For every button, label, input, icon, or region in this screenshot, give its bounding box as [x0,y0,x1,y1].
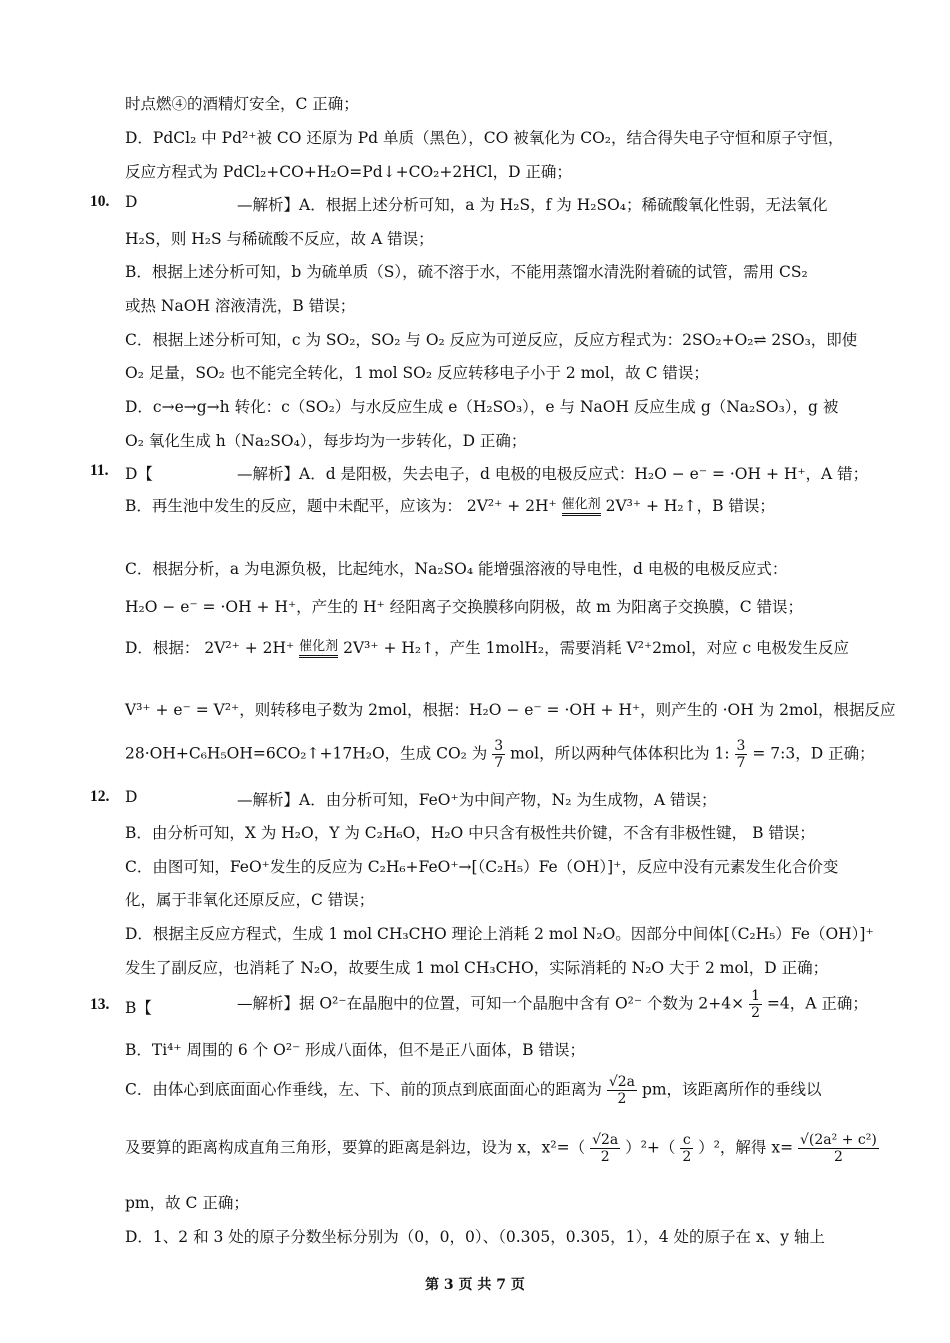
line: H₂O − e⁻ = ·OH + H⁺，产生的 H⁺ 经阳离子交换膜移向阴极，故 m 为阳离子交换膜，C 错误； [125,598,804,616]
line: 反应方程式为 PdCl₂+CO+H₂O=Pd↓+CO₂+2HCl，D 正确； [125,163,572,181]
line: 或热 NaOH 溶液清洗，B 错误； [125,297,356,315]
line: —解析】A．由分析可知，FeO⁺为中间产物，N₂ 为生成物，A 错误； [237,791,717,809]
text: = 7:3，D 正确； [752,744,875,763]
answer-letter: B【 [125,999,152,1017]
text: 及要算的距离构成直角三角形，要算的距离是斜边，设为 x，x²=（ [125,1138,586,1157]
answer-letter: D【 [125,465,153,483]
question-number: 11. [90,462,109,479]
equation-rhs: 2V³⁺ + H₂↑ [343,639,435,657]
equation-lhs: 2V²⁺ + 2H⁺ [466,497,557,515]
line: O₂ 氧化生成 h（Na₂SO₄），每步均为一步转化，D 正确； [125,432,527,450]
line: pm，故 C 正确； [125,1194,249,1212]
line: V³⁺ + e⁻ = V²⁺，则转移电子数为 2mol，根据：H₂O − e⁻ = ·OH + H⁺，则产生的 ·OH 为 2mol，根据反应 [125,701,896,719]
question-number: 12. [90,788,110,805]
line: H₂S，则 H₂S 与稀硫酸不反应，故 A 错误； [125,230,434,248]
fraction: $\frac{√2a}{2}$ [608,1074,635,1108]
text: —解析】据 O²⁻在晶胞中的位置，可知一个晶胞中含有 O²⁻ 个数为 2+4× [237,994,745,1013]
page-footer: 第 3 页 共 7 页 [425,1277,525,1293]
fraction: $\frac{3}{7}$ [494,738,504,772]
line: C．由图可知，FeO⁺发生的反应为 C₂H₆+FeO⁺→[（C₂H₅）Fe（OH）]⁺，反应中没有元素发生化合价变 [125,858,839,876]
text: ）²+（ [625,1138,676,1157]
line: D．1、2 和 3 处的原子分数坐标分别为（0，0，0）、（0.305，0.305，1），4 处的原子在 x、y 轴上 [125,1228,825,1246]
catalyst-arrow: 催化剂 [299,640,338,657]
equation-line [125,1132,879,1165]
equation-rhs: 2V³⁺ + H₂↑ [605,497,697,515]
fraction: $\frac{\text{√(2a² + c²)}}{2}$ [800,1132,877,1166]
text: =4，A 正确； [766,994,868,1013]
answer-letter: D [125,193,138,211]
catalyst-arrow: 催化剂 [562,498,601,515]
equation-line [237,988,868,1021]
line: 时点燃④的酒精灯安全，C 正确； [125,95,359,113]
equation-line [125,494,775,516]
line: —解析】A．根据上述分析可知，a 为 H₂S，f 为 H₂SO₄；稀硫酸氧化性弱，无法氧化 [237,196,828,214]
fraction: $\frac{1}{2}$ [751,988,760,1022]
line: O₂ 足量，SO₂ 也不能完全转化，1 mol SO₂ 反应转移电子小于 2 mol，故 C 错误； [125,364,709,382]
answer-letter: D [125,788,138,806]
text: ，B 错误； [696,497,775,515]
text: mol，所以两种气体体积比为 1: [510,744,730,763]
line: 发生了副反应，也消耗了 N₂O，故要生成 1 mol CH₃CHO，实际消耗的 N₂O 大于 2 mol，D 正确； [125,959,829,977]
line: B．Ti⁴⁺ 周围的 6 个 O²⁻ 形成八面体，但不是正八面体，B 错误； [125,1041,585,1059]
line: C．根据分析，a 为电源负极，比起纯水，Na₂SO₄ 能增强溶液的导电性，d 电极的电极反应式： [125,560,788,578]
equation-line [125,738,875,771]
question-number: 10. [90,193,110,210]
line: D．c→e→g→h 转化：c（SO₂）与水反应生成 e（H₂SO₃），e 与 NaOH 反应生成 g（Na₂SO₃），g 被 [125,398,839,416]
line: B．根据上述分析可知，b 为硫单质（S），硫不溶于水，不能用蒸馏水清洗附着硫的试管，需用 CS₂ [125,263,808,281]
line: D．PdCl₂ 中 Pd²⁺被 CO 还原为 Pd 单质（黑色），CO 被氧化为 CO₂，结合得失电子守恒和原子守恒， [125,129,844,147]
text: ）²，解得 x= [698,1138,794,1157]
text: B．再生池中发生的反应，题中未配平，应该为： [125,497,462,515]
text: C．由体心到底面面心作垂线，左、下、前的顶点到底面面心的距离为 [125,1080,602,1099]
fraction: $\frac{c}{2}$ [682,1132,692,1166]
text: 28·OH+C₆H₅OH=6CO₂↑+17H₂O，生成 CO₂ 为 [125,744,488,763]
text: ，产生 1molH₂，需要消耗 V²⁺2mol，对应 c 电极发生反应 [434,639,850,657]
equation-lhs: 2V²⁺ + 2H⁺ [204,639,295,657]
equation-line [125,1074,822,1107]
equation-line [125,636,849,658]
question-number: 13. [90,996,110,1013]
text: pm，该距离所作的垂线以 [641,1080,822,1099]
line: D．根据主反应方程式，生成 1 mol CH₃CHO 理论上消耗 2 mol N₂O。因部分中间体[（C₂H₅）Fe（OH）]⁺ [125,925,874,943]
fraction: $\frac{3}{7}$ [736,738,746,772]
line: 化，属于非氧化还原反应，C 错误； [125,891,375,909]
line: B．由分析可知，X 为 H₂O，Y 为 C₂H₆O，H₂O 中只含有极性共价键，不含有非极性键， B 错误； [125,824,815,842]
line: —解析】A．d 是阳极，失去电子，d 电极的电极反应式：H₂O − e⁻ = ·OH + H⁺，A 错； [237,465,869,483]
text: D．根据： [125,639,200,657]
line: C．根据上述分析可知，c 为 SO₂，SO₂ 与 O₂ 反应为可逆反应，反应方程式为：2SO₂+O₂⇌ 2SO₃，即使 [125,331,858,349]
fraction: $\frac{√2a}{2}$ [592,1132,619,1166]
